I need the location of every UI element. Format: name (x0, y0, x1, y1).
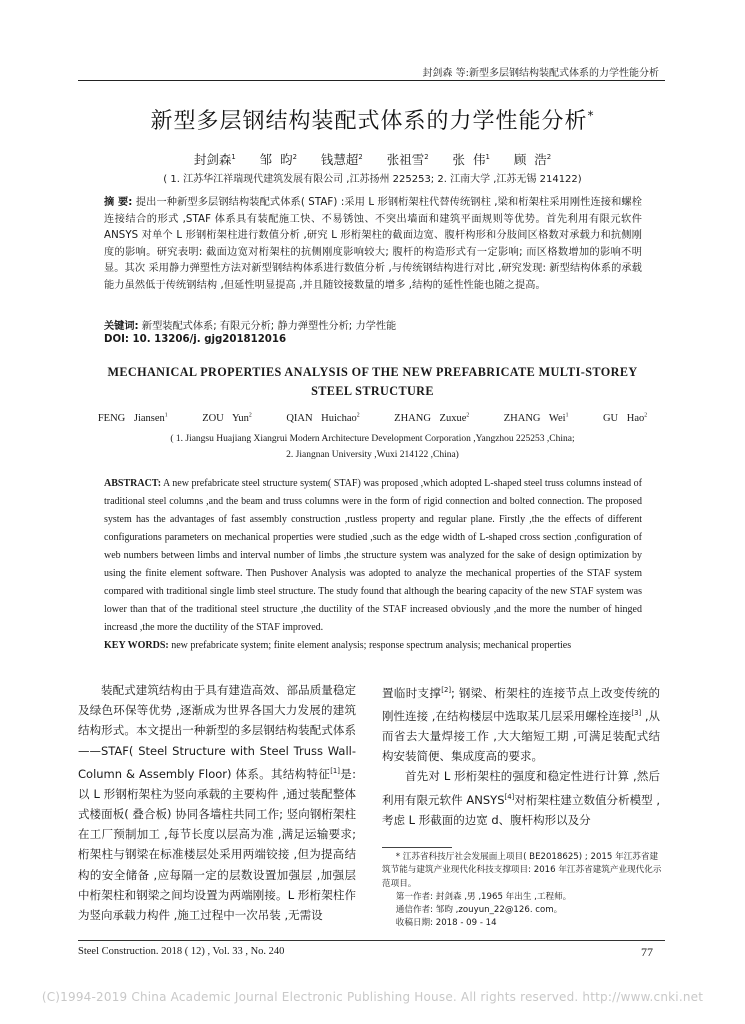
copyright-watermark: (C)1994-2019 China Academic Journal Electronic Publishing House. All rights reserved. http://www.cnki.net (41, 990, 704, 1004)
keywords-en-label: KEY WORDS: (104, 640, 169, 651)
footnote-received-date: 收稿日期: 2018 - 09 - 14 (395, 918, 497, 929)
author-en: ZOU Yun$^2$ (202, 412, 252, 424)
paper-title-cn (60, 104, 685, 135)
abstract-cn-label: 摘 要: (104, 197, 133, 208)
author-en: ZHANG Zuxue$^2$ (394, 412, 470, 424)
paper-title-en (90, 363, 655, 401)
footnote-first-author: 第一作者: 封剑森 ,男 ,1965 年出生 ,工程师。 (395, 891, 572, 902)
keywords-cn-label: 关键词: (104, 321, 139, 332)
paper-title-cn-text: 新型多层钢结构装配式体系的力学性能分析 (150, 109, 588, 134)
affiliation-en-line1: ( 1. Jiangsu Huajiang Xiangrui Modern Architecture Development Corporation ,Yangzhou 225253 ,China; (170, 434, 575, 444)
abstract-cn (104, 195, 642, 295)
citation-ref[interactable]: [4] (504, 792, 515, 801)
abstract-en-text: A new prefabricate steel structure system( STAF) was proposed ,which adopted L-shaped steel truss columns instead of traditional steel columns ,and the beam and truss columns were in the form of rigid connection and bolted connection. The proposed system has the advantages of fast assembly construction ,rustless property and regular plane. Firstly ,the the effects of different configurations parameters on mechanical properties were studied ,such as the edge width of L-shaped cross section ,configuration of web numbers between limbs and interval number of limbs ,the structure system was analyzed for the sake of design optimization by using the finite element software. Then Pushover Analysis was adopted to analyze the mechanical properties of the STAF system compared with traditional single limb steel structure. The study found that although the bearing capacity of the new STAF system was lower than that of the traditional steel structure ,the ductility of the STAF increased obviously ,and the more the number of hinged increasd ,the more the ductility of the STAF improved. (104, 478, 642, 633)
keywords-cn-text: 新型装配式体系; 有限元分析; 静力弹塑性分析; 力学性能 (141, 321, 397, 332)
author-list-en (60, 412, 685, 424)
author-cn: 封剑森$^1$ (193, 152, 236, 167)
affiliation-cn: ( 1. 江苏华江祥瑞现代建筑发展有限公司 ,江苏扬州 225253; 2. 江南大学 ,江苏无锡 214122) (163, 174, 582, 185)
author-cn: 钱慧超$^2$ (320, 152, 363, 167)
abstract-en-label: ABSTRACT: (104, 478, 162, 489)
keywords-cn (104, 317, 642, 332)
author-en: QIAN Huichao$^2$ (286, 412, 360, 424)
author-en: ZHANG Wei$^1$ (503, 412, 569, 424)
body-paragraph: 装配式建筑结构由于具有建造高效、部品质量稳定及绿色环保等优势 ,逐渐成为世界各国大力发展的建筑结构形式。本文提出一种新型的多层钢结构装配式体系——STAF( Steel Structure with Steel Truss Wall-Column & Assembly Floor) 体系。其结构特征[1]是: 以 L 形钢桁架柱为竖向承载的主要构件 ,通过装配整体式楼面板( 叠合板) 协同各墙柱共同工作; 竖向钢桁架柱在工厂预制加工 ,每节长度以层高为准 ,满足运输要求; 桁架柱与钢梁在标准楼层处采用两端铰接 ,但为提高结构的安全储备 ,应每隔一定的层数设置加强层 ,加强层中桁架柱和钢梁之间均设置为两端刚接。L 形桁架柱作为竖向承载力构件 ,施工过程中一次吊装 ,无需设 (78, 683, 356, 923)
citation-ref[interactable]: [2] (441, 686, 452, 694)
citation-ref[interactable]: [1] (330, 766, 340, 775)
author-cn: 顾 浩$^2$ (513, 152, 552, 167)
abstract-cn-text: 提出一种新型多层钢结构装配式体系( STAF) :采用 L 形钢桁架柱代替传统钢柱 ,梁和桁架柱采用刚性连接和螺栓连接结合的形式 ,STAF 体系具有装配施工快、不易锈蚀、不突出墙面和建筑平面规则等优势。首先利用有限元软件 ANSYS 对单个 L 形钢桁架柱进行数值分析 ,研究 L 形桁架柱的截面边宽、腹杆构形和分肢间区格数对承载力和抗侧刚度的影响。研究表明: 截面边宽对桁架柱的抗侧刚度影响较大; 腹杆的构造形式有一定影响; 而区格数增加的影响不明显。其次 采用静力弹塑性方法对新型钢结构体系进行数值分析 ,与传统钢结构进行对比 ,研究发现: 新型结构体系的承载能力虽然低于传统钢结构 ,但延性明显提高 ,并且随铰接数量的增多 ,结构的延性性能也随之提高。 (104, 197, 642, 291)
abstract-en (104, 475, 642, 637)
body-column-right (382, 680, 660, 830)
running-header: 封剑森 等:新型多层钢结构装配式体系的力学性能分析 (422, 68, 659, 79)
body-paragraph: 置临时支撑[2]; 钢梁、桁架柱的连接节点上改变传统的刚性连接 ,在结构楼层中选取某几层采用螺栓连接[3] ,从而省去大量焊接工作 ,大大缩短工期 ,可满足装配式结构安装简便、集成度高的要求。 (382, 685, 661, 764)
author-cn: 张祖雪$^2$ (386, 152, 429, 167)
body-column-left (78, 680, 356, 925)
affiliation-en-line2: 2. Jiangnan University ,Wuxi 214122 ,China) (286, 450, 459, 460)
footnote-corresponding-author: 通信作者: 邹昀 ,zouyun_22@126. com。 (395, 905, 563, 916)
author-en: GU Hao$^2$ (602, 412, 648, 424)
footnote-rule (382, 847, 452, 848)
author-cn: 张 伟$^1$ (452, 152, 490, 167)
paper-title-en-line2: STEEL STRUCTURE (311, 384, 434, 398)
header-rule (78, 80, 665, 81)
keywords-en (104, 640, 642, 651)
footer-rule (78, 940, 665, 941)
paper-title-en-line1: MECHANICAL PROPERTIES ANALYSIS OF THE NEW PREFABRICATE MULTI-STOREY (107, 365, 638, 379)
keywords-en-text: new prefabricate system; finite element analysis; response spectrum analysis; mechanical properties (171, 640, 572, 651)
footnote (382, 851, 664, 931)
journal-citation: Steel Construction. 2018 ( 12) , Vol. 33 , No. 240 (78, 946, 285, 957)
page-number: 77 (641, 945, 653, 959)
doi: DOI: 10. 13206/j. gjg201812016 (104, 334, 287, 345)
footnote-funding: * 江苏省科技厅社会发展面上项目( BE2018625) ; 2015 年江苏省建筑节能与建筑产业现代化科技支撑项目: 2016 年江苏省建筑产业现代化示范项目。 (382, 852, 662, 889)
body-paragraph: 首先对 L 形桁架柱的强度和稳定性进行计算 ,然后利用有限元软件 ANSYS[4]对桁架柱建立数值分析模型 ,考虑 L 形截面的边宽 d、腹杆构形以及分 (382, 769, 661, 827)
title-footnote-mark: * (587, 108, 595, 123)
citation-ref[interactable]: [3] (631, 709, 642, 718)
author-en: FENG Jiansen$^1$ (97, 412, 168, 424)
author-list-cn (60, 150, 685, 168)
author-cn: 邹 昀$^2$ (259, 152, 297, 167)
affiliation-en (60, 431, 685, 463)
